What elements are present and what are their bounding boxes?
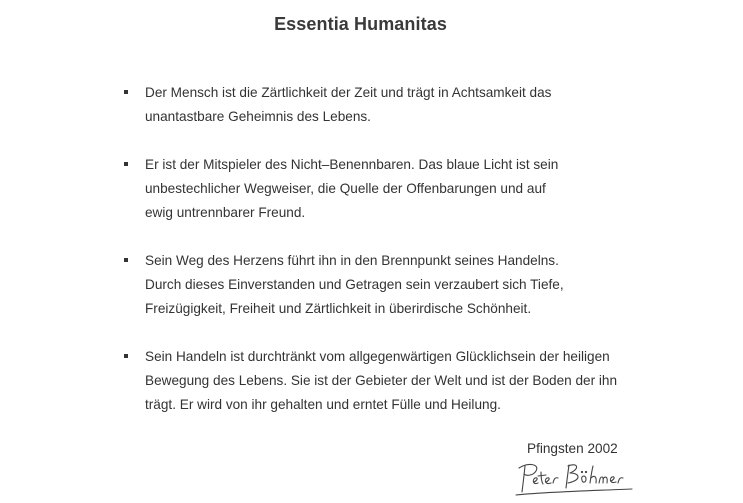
bullet-marker-icon bbox=[124, 162, 128, 166]
paragraph-line: Sein Weg des Herzens führt ihn in den Brennpunkt seines Handelns. bbox=[145, 253, 559, 268]
list-item bbox=[124, 345, 617, 417]
list-item bbox=[124, 153, 558, 225]
bullet-marker-icon bbox=[124, 90, 128, 94]
document-date: Pfingsten 2002 bbox=[527, 441, 618, 456]
list-item bbox=[124, 249, 564, 321]
paragraph-line: ewig untrennbarer Freund. bbox=[145, 205, 306, 220]
paragraph-line: Der Mensch ist die Zärtlichkeit der Zeit und trägt in Achtsamkeit das bbox=[145, 85, 552, 100]
paragraph-line: Er ist der Mitspieler des Nicht–Benennbaren. Das blaue Licht ist sein bbox=[145, 157, 559, 172]
bullet-marker-icon bbox=[124, 258, 128, 262]
paragraph-line: Bewegung des Lebens. Sie ist der Gebieter der Welt und ist der Boden der ihn bbox=[145, 373, 618, 388]
bullet-marker-icon bbox=[124, 354, 128, 358]
paragraph-line: Freizügigkeit, Freiheit und Zärtlichkeit in überirdische Schönheit. bbox=[145, 301, 532, 316]
paragraph-line: trägt. Er wird von ihr gehalten und erntet Fülle und Heilung. bbox=[145, 397, 501, 412]
paragraph-line: Sein Handeln ist durchtränkt vom allgegenwärtigen Glücklichsein der heiligen bbox=[145, 349, 610, 364]
signature-image bbox=[514, 458, 636, 498]
paragraph-line: unbestechlicher Wegweiser, die Quelle der Offenbarungen und auf bbox=[145, 181, 546, 196]
list-item bbox=[124, 81, 551, 129]
paragraph-line: unantastbare Geheimnis des Lebens. bbox=[145, 109, 371, 124]
document-title: Essentia Humanitas bbox=[274, 14, 447, 34]
paragraph-line: Durch dieses Einverstanden und Getragen sein verzaubert sich Tiefe, bbox=[145, 277, 564, 292]
